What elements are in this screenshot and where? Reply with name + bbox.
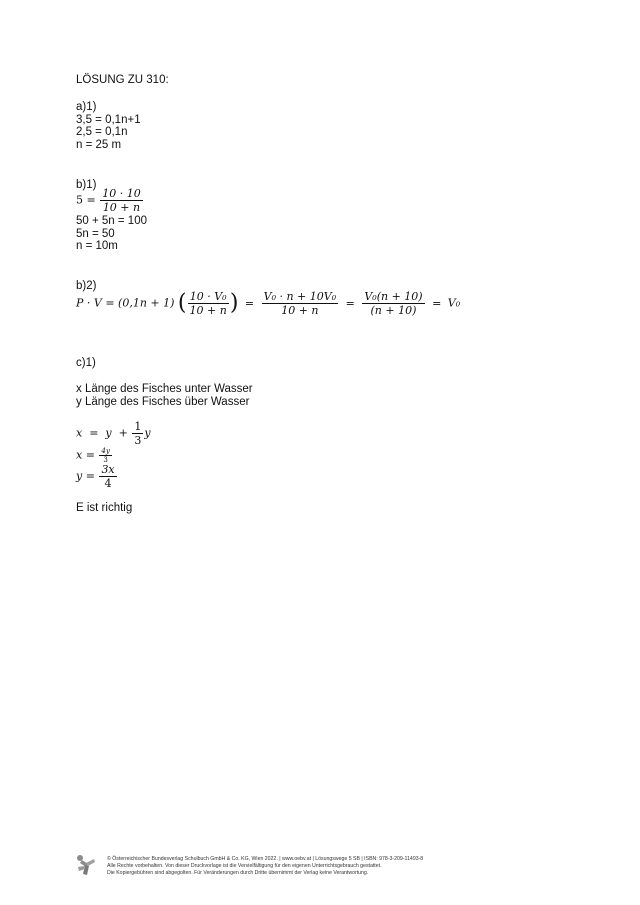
equation-fraction [132,420,143,447]
definition-y: y Länge des Fisches über Wasser [76,396,250,408]
part-c1-equation-1 [76,420,151,447]
footer-rights: Alle Rechte vorbehalten. Von dieser Druckvorlage ist die Vervielfältigung für den eigenen Unterrichtsgebrauch gestattet. [107,863,382,869]
part-b1-fraction [100,187,142,214]
footer-copyright: © Österreichischer Bundesverlag Schulbuch GmbH & Co. KG, Wien 2022. | www.oebv.at | Lösungswege 5 SB | ISBN: 978-3-209-11493-8 [107,856,424,862]
part-b1-lhs: 5 = [76,193,96,207]
fraction-denominator: 10 + n [262,303,339,317]
footer-disclaimer: Die Kopiergebühren sind abgegolten. Für Veränderungen durch Dritte übernimmt der Verlag keine Verantwortung. [107,870,369,876]
equals-sign: = [244,296,255,310]
fraction-denominator: 4 [99,476,116,490]
conclusion-text: E ist richtig [76,502,133,514]
open-paren: ( [177,290,187,316]
logo-graphic [74,853,98,877]
fraction-numerator: 4y [101,447,110,455]
part-b2-lhs: P · V = (0,1n + 1) [76,296,175,310]
part-b1-line: 50 + 5n = 100 [76,215,147,227]
fraction-denominator: 10 + n [189,304,227,317]
part-b2-fraction-1 [188,290,229,317]
definition-x: x Länge des Fisches unter Wasser [76,383,253,395]
equation-lhs: y = [76,469,95,483]
fraction-numerator: V₀(n + 10) [364,290,423,303]
fraction-numerator: 3x [101,463,115,476]
part-c1-equation-2 [76,447,113,464]
part-a1-line: 2,5 = 0,1n [76,126,128,138]
equals-sign: = [432,296,442,310]
fraction-denominator: 10 + n [100,200,142,214]
page-title: LÖSUNG ZU 310: [76,74,169,86]
part-a1-line: n = 25 m [76,139,122,151]
equation-fraction [99,463,116,490]
part-b2-rhs: V₀ [447,296,461,310]
part-b2-label: b)2) [76,280,97,292]
part-b1-line: n = 10m [76,240,118,252]
fraction-numerator: 10 · V₀ [189,290,227,303]
fraction-numerator: 1 [134,420,142,433]
part-b2-equation [76,290,460,317]
fraction-numerator: V₀ · n + 10V₀ [263,290,337,303]
fraction-numerator: 10 · 10 [102,187,141,200]
equation-fraction [99,447,111,464]
part-c1-label: c)1) [76,357,96,369]
equation-lhs: x = [76,448,95,462]
equals-sign: = [345,296,355,310]
close-paren: ) [229,290,239,316]
fraction-denominator: (n + 10) [362,303,424,317]
equation-lhs: x = y + [76,426,128,440]
fraction-denominator: 3 [99,455,111,464]
part-a1-label: a)1) [76,101,97,113]
part-a1-line: 3,5 = 0,1n+1 [76,114,141,126]
oebv-logo-icon [74,853,98,877]
fraction-denominator: 3 [134,434,142,447]
part-b2-fraction-3 [362,290,424,317]
part-b1-label: b)1) [76,179,97,191]
part-b1-line: 5n = 50 [76,228,115,240]
part-b2-fraction-2 [262,290,339,317]
equation-tail: y [144,426,151,440]
part-c1-equation-3 [76,463,118,490]
part-b1-equation [76,187,144,214]
